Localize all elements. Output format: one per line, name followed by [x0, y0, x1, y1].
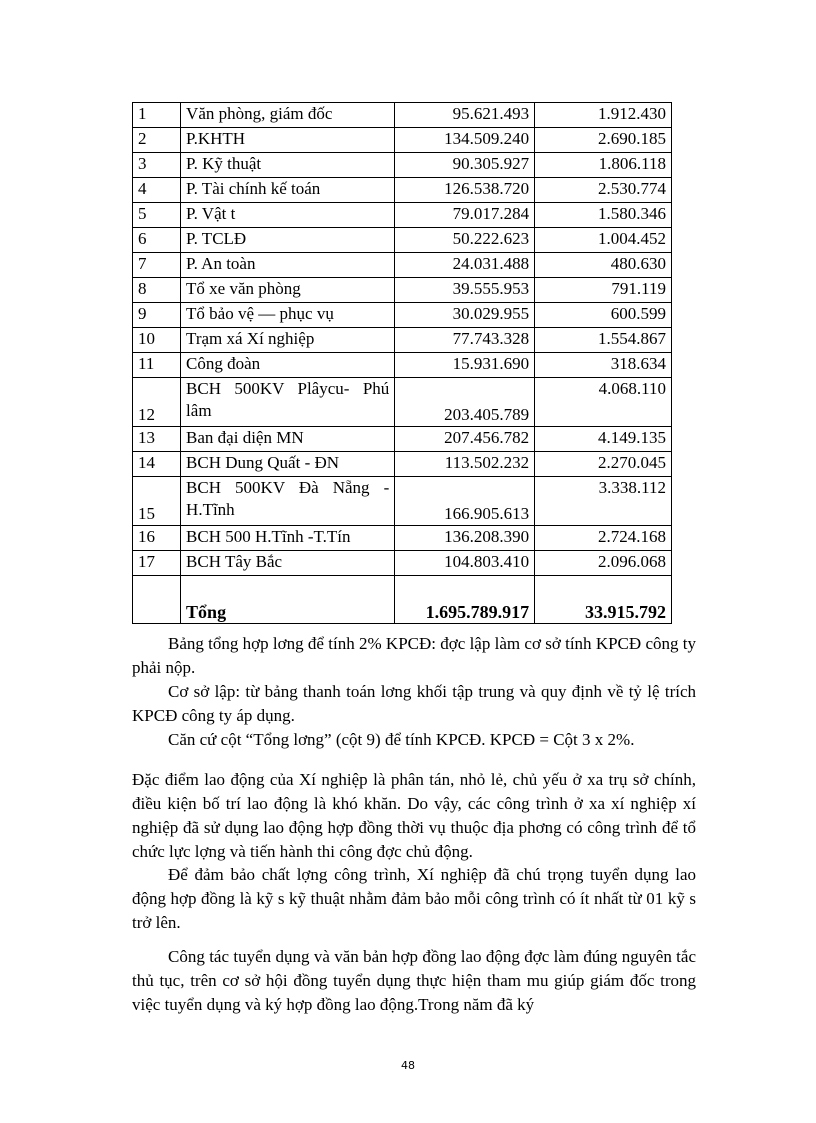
kpcd-amount: 3.338.112 [535, 477, 672, 526]
row-number: 2 [133, 128, 181, 153]
salary-total: 24.031.488 [395, 253, 535, 278]
row-number: 1 [133, 103, 181, 128]
department-name: BCH 500 H.Tĩnh -T.Tín [181, 526, 395, 551]
paragraph-formula: Căn cứ cột “Tổng lơng” (cột 9) để tính KPCĐ. KPCĐ = Cột 3 x 2%. [168, 730, 635, 749]
kpcd-amount: 2.096.068 [535, 551, 672, 576]
department-name: BCH 500KV Plâycu- Phú lâm [181, 378, 395, 427]
salary-total: 79.017.284 [395, 203, 535, 228]
salary-total: 39.555.953 [395, 278, 535, 303]
paragraph-basis: Cơ sở lập: từ bảng thanh toán lơng khối tập trung và quy định về tỷ lệ trích KPCĐ công ty áp dụng. [132, 682, 696, 725]
salary-total: 136.208.390 [395, 526, 535, 551]
salary-total: 126.538.720 [395, 178, 535, 203]
page-number: 48 [401, 1059, 415, 1072]
salary-total: 134.509.240 [395, 128, 535, 153]
kpcd-amount: 2.270.045 [535, 452, 672, 477]
salary-total: 15.931.690 [395, 353, 535, 378]
table-row [133, 228, 672, 253]
paragraph-recruitment: Công tác tuyển dụng và văn bản hợp đồng lao động đợc làm đúng nguyên tắc thủ tục, trên cơ sở hội đồng tuyển dụng thực hiện tham mu giúp giám đốc trong việc tuyển dụng và ký hợp đồng lao động.Trong năm đã ký [132, 947, 696, 1014]
row-number: 7 [133, 253, 181, 278]
quality-block [132, 863, 696, 935]
row-number: 14 [133, 452, 181, 477]
kpcd-amount: 2.690.185 [535, 128, 672, 153]
salary-total: 104.803.410 [395, 551, 535, 576]
kpcd-amount: 1.912.430 [535, 103, 672, 128]
row-number: 8 [133, 278, 181, 303]
row-number: 16 [133, 526, 181, 551]
salary-total: 30.029.955 [395, 303, 535, 328]
total-label: Tổng [181, 576, 395, 624]
department-name: P. Tài chính kế toán [181, 178, 395, 203]
kpcd-table [132, 102, 672, 624]
table-row [133, 328, 672, 353]
row-number: 6 [133, 228, 181, 253]
table-row [133, 551, 672, 576]
department-name: Công đoàn [181, 353, 395, 378]
table-row [133, 178, 672, 203]
row-number: 11 [133, 353, 181, 378]
kpcd-amount: 791.119 [535, 278, 672, 303]
table-row [133, 303, 672, 328]
department-name: P. TCLĐ [181, 228, 395, 253]
kpcd-amount: 4.149.135 [535, 427, 672, 452]
kpcd-amount: 600.599 [535, 303, 672, 328]
row-number: 17 [133, 551, 181, 576]
table-row [133, 278, 672, 303]
table-row [133, 103, 672, 128]
kpcd-amount: 4.068.110 [535, 378, 672, 427]
total-salary: 1.695.789.917 [395, 576, 535, 624]
row-number: 10 [133, 328, 181, 353]
kpcd-amount: 2.530.774 [535, 178, 672, 203]
labor-block [132, 768, 696, 864]
row-number: 15 [133, 477, 181, 526]
table-row [133, 477, 672, 526]
kpcd-table-body [133, 103, 672, 624]
table-row [133, 153, 672, 178]
salary-total: 77.743.328 [395, 328, 535, 353]
salary-total: 50.222.623 [395, 228, 535, 253]
kpcd-amount: 480.630 [535, 253, 672, 278]
total-number-cell [133, 576, 181, 624]
department-name: Tổ xe văn phòng [181, 278, 395, 303]
salary-total: 113.502.232 [395, 452, 535, 477]
kpcd-amount: 1.554.867 [535, 328, 672, 353]
salary-total: 203.405.789 [395, 378, 535, 427]
salary-total: 90.305.927 [395, 153, 535, 178]
table-row [133, 378, 672, 427]
paragraph-quality: Để đảm bảo chất lợng công trình, Xí nghiệp đã chú trọng tuyển dụng lao động hợp đồng là kỹ s kỹ thuật nhằm đảm bảo mỗi công trình có ít nhất từ 01 kỹ s trở lên. [132, 865, 696, 932]
table-row [133, 427, 672, 452]
recruitment-block [132, 945, 696, 1017]
table-row [133, 452, 672, 477]
kpcd-amount: 1.580.346 [535, 203, 672, 228]
row-number: 13 [133, 427, 181, 452]
table-row [133, 353, 672, 378]
department-name: P. Kỹ thuật [181, 153, 395, 178]
department-name: P. Vật t [181, 203, 395, 228]
total-row [133, 576, 672, 624]
paragraph-summary: Bảng tổng hợp lơng để tính 2% KPCĐ: đợc lập làm cơ sở tính KPCĐ công ty phải nộp. [132, 634, 696, 677]
row-number: 9 [133, 303, 181, 328]
intro-block [132, 632, 696, 752]
department-name: BCH Dung Quất - ĐN [181, 452, 395, 477]
table-row [133, 253, 672, 278]
salary-total: 95.621.493 [395, 103, 535, 128]
kpcd-amount: 2.724.168 [535, 526, 672, 551]
row-number: 3 [133, 153, 181, 178]
row-number: 5 [133, 203, 181, 228]
kpcd-amount: 1.806.118 [535, 153, 672, 178]
table-row [133, 128, 672, 153]
department-name: BCH 500KV Đà Nẵng - H.Tĩnh [181, 477, 395, 526]
salary-total: 207.456.782 [395, 427, 535, 452]
department-name: P. An toàn [181, 253, 395, 278]
department-name: BCH Tây Bắc [181, 551, 395, 576]
salary-total: 166.905.613 [395, 477, 535, 526]
department-name: Trạm xá Xí nghiệp [181, 328, 395, 353]
department-name: Tổ bảo vệ — phục vụ [181, 303, 395, 328]
paragraph-labor-characteristics: Đặc điểm lao động của Xí nghiệp là phân tán, nhỏ lẻ, chủ yếu ở xa trụ sở chính, điều kiện bố trí lao động là khó khăn. Do vậy, các công trình ở xa xí nghiệp xí nghiệp đã sử dụng lao động hợp đồng thời vụ thuộc địa phơng có công trình để tổ chức lực lợng và tiến hành thi công đợc chủ động. [132, 770, 696, 861]
row-number: 12 [133, 378, 181, 427]
kpcd-amount: 318.634 [535, 353, 672, 378]
department-name: Ban đại diện MN [181, 427, 395, 452]
table-row [133, 526, 672, 551]
department-name: P.KHTH [181, 128, 395, 153]
table-row [133, 203, 672, 228]
total-kpcd: 33.915.792 [535, 576, 672, 624]
kpcd-amount: 1.004.452 [535, 228, 672, 253]
department-name: Văn phòng, giám đốc [181, 103, 395, 128]
row-number: 4 [133, 178, 181, 203]
